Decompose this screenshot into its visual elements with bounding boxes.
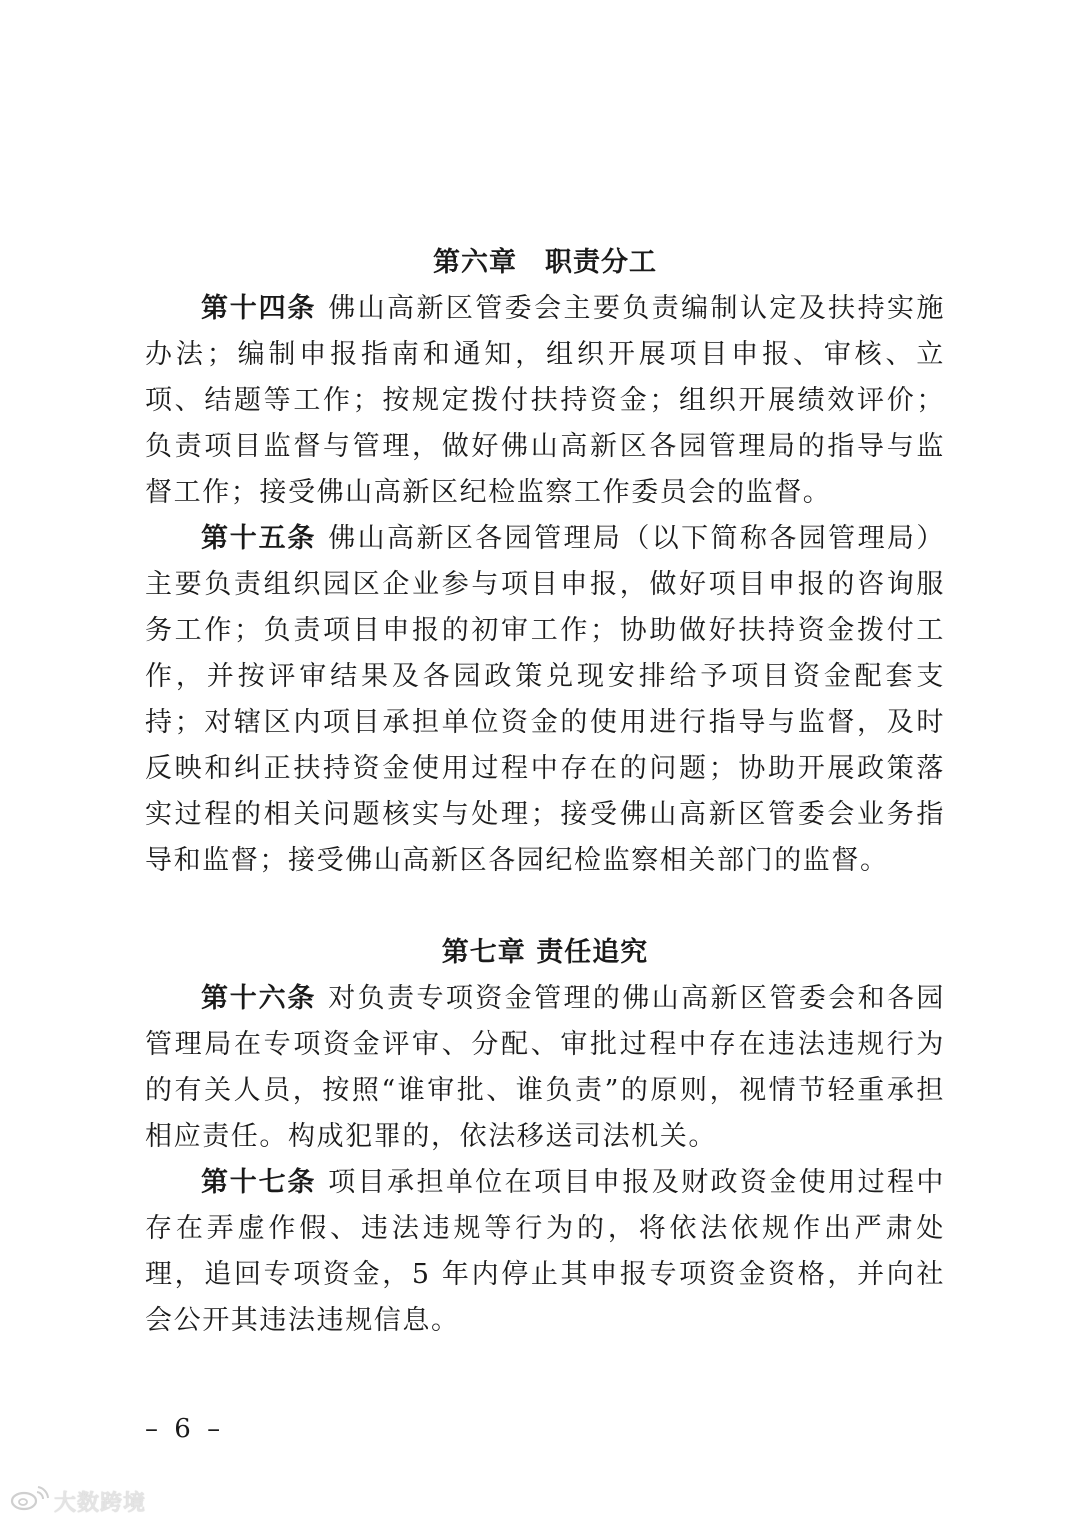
document-body: [145, 240, 945, 1344]
article-14-label: 第十四条: [201, 293, 317, 324]
article-17-label: 第十七条: [201, 1167, 317, 1198]
article-15: [145, 516, 945, 884]
page-number: – 6 –: [145, 1414, 225, 1444]
weibo-logo-icon: [10, 1486, 50, 1516]
article-14: [145, 286, 945, 516]
article-14-text: 佛山高新区管委会主要负责编制认定及扶持实施办法；编制申报指南和通知，组织开展项目申报、审核、立项、结题等工作；按规定拨付扶持资金；组织开展绩效评价；负责项目监督与管理，做好佛山高新区各园管理局的指导与监督工作；接受佛山高新区纪检监察工作委员会的监督。: [145, 293, 945, 508]
article-15-label: 第十五条: [201, 523, 317, 554]
article-16: [145, 976, 945, 1160]
watermark: [10, 1486, 146, 1516]
article-15-text: 佛山高新区各园管理局（以下简称各园管理局）主要负责组织园区企业参与项目申报，做好项目申报的咨询服务工作；负责项目申报的初审工作；协助做好扶持资金拨付工作，并按评审结果及各园政策兑现安排给予项目资金配套支持；对辖区内项目承担单位资金的使用进行指导与监督，及时反映和纠正扶持资金使用过程中存在的问题；协助开展政策落实过程的相关问题核实与处理；接受佛山高新区管委会业务指导和监督；接受佛山高新区各园纪检监察相关部门的监督。: [145, 523, 945, 876]
article-16-label: 第十六条: [201, 983, 317, 1014]
chapter-6-title: 第六章 职责分工: [433, 247, 657, 278]
article-16-text: 对负责专项资金管理的佛山高新区管委会和各园管理局在专项资金评审、分配、审批过程中存在违法违规行为的有关人员，按照“谁审批、谁负责”的原则，视情节轻重承担相应责任。构成犯罪的，依法移送司法机关。: [145, 983, 945, 1152]
chapter-7-title: 第七章 责任追究: [441, 937, 649, 968]
watermark-text: 大数跨境: [54, 1490, 147, 1516]
article-17: [145, 1160, 945, 1344]
article-17-text: 项目承担单位在项目申报及财政资金使用过程中存在弄虚作假、违法违规等行为的，将依法依规作出严肃处理，追回专项资金，5 年内停止其申报专项资金资格，并向社会公开其违法违规信息。: [145, 1167, 945, 1336]
